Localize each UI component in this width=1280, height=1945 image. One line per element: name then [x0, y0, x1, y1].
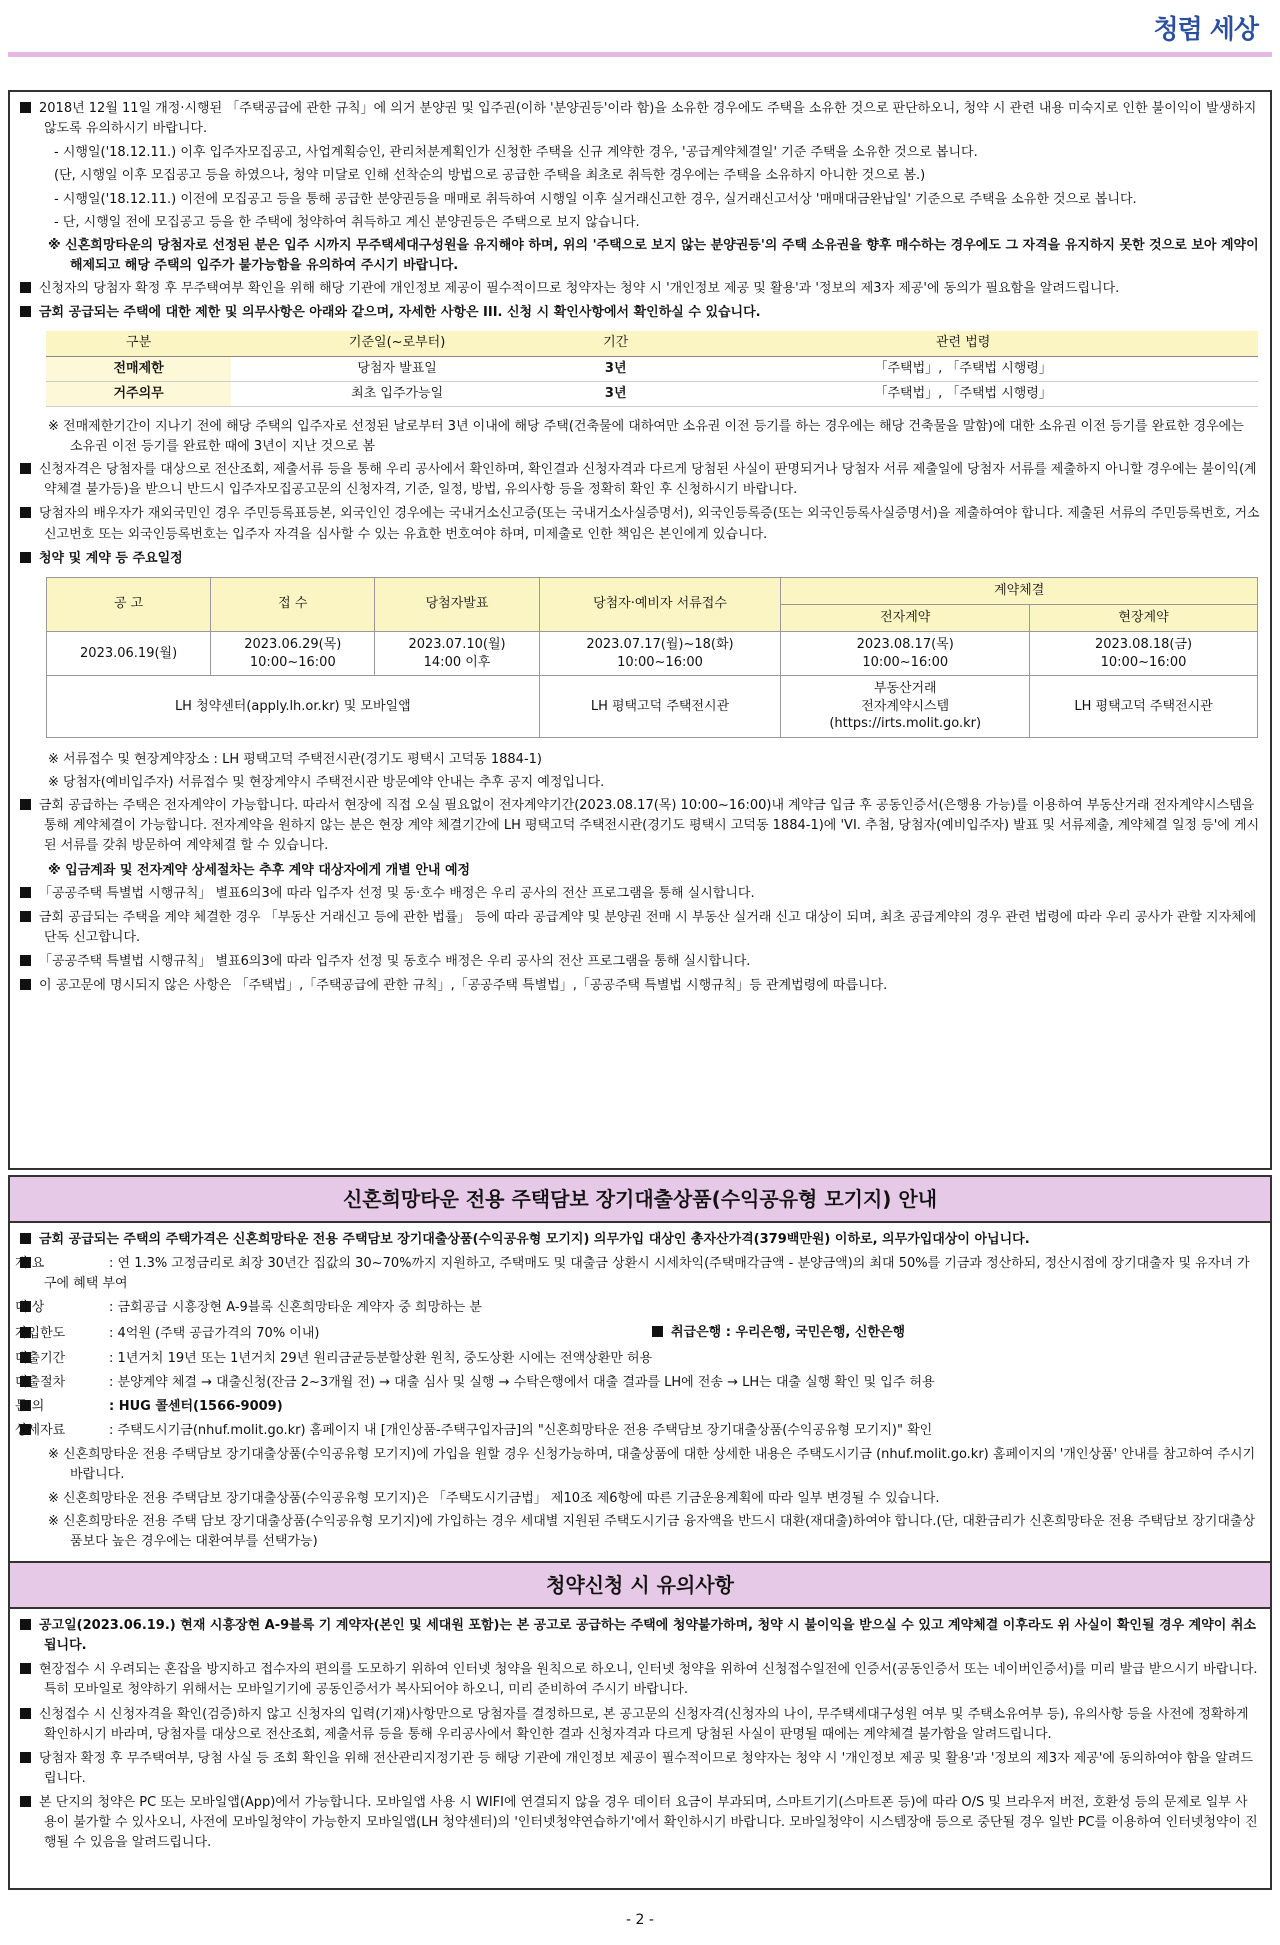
square-bullet-icon: [20, 552, 31, 563]
loan-para-1: 금회 공급되는 주택의 주택가격은 신혼희망타운 전용 주택담보 장기대출상품(수익공유형 모기지) 의무가입 대상인 총자산가격(379백만원) 이하로, 의무가입대상이 아닙니다.: [20, 1230, 1260, 1250]
square-bullet-icon: [20, 1708, 31, 1719]
loan-procedure: 대출절차 : 분양계약 체결 → 대출신청(잔금 2~3개월 전) → 대출 심사 및 실행 → 수탁은행에서 대출 결과를 LH에 전송 → LH는 대출 실행 확인 및 입주 허용: [15, 1374, 935, 1390]
notice-para-7: 금회 공급하는 주택은 전자계약이 가능합니다. 따라서 현장에 직접 오실 필요없이 전자계약기간(2023.08.17(목) 10:00~16:00)내 계약금 입금 후 공동인증서(은행용 가능)를 이용하여 부동산거래 전자계약시스템을 통해 계약체결이 가능합니다. 전자계약을 원하지 않는 분은 현장 계약 체결기간에 LH 평택고덕 주택전시관(경기도 평택시 고덕동 1884-1)에 'VI. 추첨, 당첨자(예비입주자) 발표 및 서류제출, 계약체결 일정 등'에 게시된 서류를 갖춰 방문하여 계약체결 할 수 있습니다.: [20, 796, 1260, 856]
table-header: 구분: [46, 331, 231, 356]
schedule-header: 전자계약: [781, 604, 1030, 631]
notice-para-1: 2018년 12월 11일 개정·시행된 「주택공급에 관한 규칙」에 의거 분양권 및 입주권(이하 '분양권등'이라 함)을 소유한 경우에도 주택을 소유한 것으로 판단하오니, 청약 시 관련 내용 미숙지로 인한 불이익이 발생하지 않도록 유의하시기 바랍니다.: [20, 99, 1260, 139]
notice-dash-3: - 단, 시행일 전에 모집공고 등을 한 주택에 청약하여 취득하고 계신 분양권등은 주택으로 보지 않습니다.: [54, 214, 640, 230]
notice-note-3: ※ 서류접수 및 현장계약장소 : LH 평택고덕 주택전시관(경기도 평택시 고덕동 1884-1): [48, 751, 542, 767]
square-bullet-icon: [20, 1233, 31, 1244]
logo-text: 청렴 세상: [1153, 15, 1258, 45]
page-number: - 2 -: [626, 1912, 654, 1928]
table-row: 전매제한 당첨자 발표일 3년 「주택법」, 「주택법 시행령」: [46, 356, 1258, 381]
loan-period: 대출기간 : 1년거치 19년 또는 1년거치 29년 원리금균등분할상환 원칙, 중도상환 시에는 전액상환만 허용: [15, 1350, 653, 1366]
notice-para-9: 금회 공급되는 주택을 계약 체결한 경우 「부동산 거래신고 등에 관한 법률」 등에 따라 공급계약 및 분양권 전매 시 부동산 실거래 신고 대상이 되며, 최초 공급계약의 경우 관련 법령에 따라 우리 공사가 관할 지자체에 단독 신고합니다.: [20, 908, 1260, 948]
notice-dash-2: - 시행일('18.12.11.) 이전에 모집공고 등을 통해 공급한 분양권등을 매매로 취득하여 시행일 이후 실거래신고한 경우, 실거래신고서상 '매매대금완납일' 기준으로 주택을 소유한 것으로 봅니다.: [54, 191, 1137, 207]
table-row: 거주의무 최초 입주가능일 3년 「주택법」, 「주택법 시행령」: [46, 381, 1258, 406]
caution-para-3: 신청접수 시 신청자격을 확인(검증)하지 않고 신청자의 입력(기재)사항만으로 당첨자를 결정하므로, 본 공고문의 신청자격(신청자의 나이, 무주택세대구성원 여부 및 주택소유여부 등), 유의사항 등을 사전에 정확하게 확인하시기 바라며, 당첨자를 대상으로 전산조회, 제출서류 등을 통해 우리공사에서 확인한 결과 신청자격과 다르게 당첨된 사실이 판명될 때에는 계약체결 불가함을 알려드립니다.: [20, 1705, 1260, 1745]
notice-note-2: ※ 전매제한기간이 지나기 전에 해당 주택의 입주자로 선정된 날로부터 3년 이내에 해당 주택(건축물에 대하여만 소유권 이전 등기를 하는 경우에는 해당 건축물을 말함)에 대한 소유권 이전 등기를 완료한 경우에는 소유권 이전 등기를 완료한 때에 3년이 지난 것으로 봄: [48, 418, 1244, 454]
caution-section-title: 청약신청 시 유의사항: [10, 1561, 1270, 1609]
restriction-table: [46, 331, 1258, 406]
notice-para-8: 「공공주택 특별법 시행규칙」 별표6의3에 따라 입주자 선정 및 동·호수 배정은 우리 공사의 전산 프로그램을 통해 실시합니다.: [20, 884, 1260, 904]
loan-note-3: ※ 신혼희망타운 전용 주택 담보 장기대출상품(수익공유형 모기지)에 가입하는 경우 세대별 지원된 주택도시기금 융자액을 반드시 대환(재대출)하여야 합니다.(단, 대환금리가 신혼희망타운 전용 주택담보 장기대출상품보다 높은 경우에는 대환여부를 선택가능): [48, 1513, 1256, 1549]
caution-para-4: 당첨자 확정 후 무주택여부, 당첨 사실 등 조회 확인을 위해 전산관리지정기관 등 해당 기관에 개인정보 제공이 필수적이므로 청약자는 청약 시 '개인정보 제공 및 활용'과 '정보의 제3자 제공'에 동의하여야 함을 알려드립니다.: [20, 1749, 1260, 1789]
square-bullet-icon: [20, 979, 31, 990]
caution-para-5: 본 단지의 청약은 PC 또는 모바일앱(App)에서 가능합니다. 모바일앱 사용 시 WIFI에 연결되지 않을 경우 데이터 요금이 부과되며, 스마트기기(스마트폰 등)에 따라 O/S 및 브라우저 버전, 호환성 등의 문제로 일부 사용이 불가할 수 있사오니, 사전에 모바일청약이 가능한지 모바일앱(LH 청약센터)의 '인터넷청약연습하기'에서 확인하시기 바랍니다. 모바일청약이 시스템장애 등으로 중단될 경우 일반 PC를 이용하여 인터넷청약이 진행될 수 있음을 알려드립니다.: [20, 1793, 1260, 1853]
square-bullet-icon: [20, 102, 31, 113]
notice-para-5: 당첨자의 배우자가 재외국민인 경우 주민등록표등본, 외국인인 경우에는 국내거소신고증(또는 국내거소사실증명서), 외국인등록증(또는 외국인등록사실증명서)을 제출하여야 합니다. 제출된 서류의 주민등록번호, 거소신고번호 또는 외국인등록번호는 입주자 자격을 심사할 수 있는 유효한 번호여야 하며, 미제출로 인한 책임은 본인에게 있습니다.: [20, 504, 1260, 544]
notice-note-1: ※ 신혼희망타운의 당첨자로 선정된 분은 입주 시까지 무주택세대구성원을 유지해야 하며, 위의 '주택으로 보지 않는 분양권등'의 주택 소유권을 향후 매수하는 경우에도 그 자격을 유지하지 못한 것으로 보아 계약이 해제되고 해당 주택의 입주가 불가능함을 유의하여 주시기 바랍니다.: [48, 237, 1259, 273]
table-header: 기준일(~로부터): [231, 331, 563, 356]
logo: [1153, 10, 1258, 50]
schedule-header: 공 고: [47, 577, 211, 631]
notice-note-5: ※ 입금계좌 및 전자계약 상세절차는 추후 계약 대상자에게 개별 안내 예정: [48, 862, 471, 878]
loan-limit-row: 가입한도 : 4억원 (주택 공급가격의 70% 이내) 취급은행 : 우리은행, 국민은행, 신한은행: [15, 1324, 906, 1341]
schedule-header: 접 수: [211, 577, 375, 631]
loan-section-title: 신혼희망타운 전용 주택담보 장기대출상품(수익공유형 모기지) 안내: [10, 1177, 1270, 1223]
loan-inquiry: 문 의 : HUG 콜센터(1566-9009): [15, 1398, 283, 1414]
square-bullet-icon: [20, 306, 31, 317]
notice-para-11: 이 공고문에 명시되지 않은 사항은 「주택법」,「주택공급에 관한 규칙」,「공공주택 특별법」,「공공주택 특별법 시행규칙」등 관계법령에 따릅니다.: [20, 976, 1260, 996]
notice-box: [8, 90, 1272, 1170]
loan-section: [10, 1223, 1270, 1561]
loan-note-2: ※ 신혼희망타운 전용 주택담보 장기대출상품(수익공유형 모기지)은 「주택도시기금법」 제10조 제6항에 따른 기금운용계획에 따라 일부 변경될 수 있습니다.: [48, 1490, 940, 1506]
table-header: 관련 법령: [668, 331, 1258, 356]
table-row: 2023.06.19(월) 2023.06.29(목) 10:00~16:00 2023.07.10(월) 14:00 이후 2023.07.17(월)~18(화) 10:00~16:00 2023.08.17(목) 10:00~16:00 2023.08.18(금) 10:00~16:00: [47, 632, 1258, 676]
square-bullet-icon: [20, 1752, 31, 1763]
table-row: LH 청약센터(apply.lh.or.kr) 및 모바일앱 LH 평택고덕 주택전시관 부동산거래 전자계약시스템 (https://irts.molit.go.kr) LH 평택고덕 주택전시관: [47, 676, 1258, 738]
header-divider: [8, 52, 1272, 57]
schedule-header: 계약체결: [781, 577, 1258, 604]
notice-dash-1b: (단, 시행일 이후 모집공고 등을 하였으나, 청약 미달로 인해 선착순의 방법으로 공급한 주택을 최초로 취득한 경우에는 주택을 소유하지 아니한 것으로 봄.): [54, 168, 926, 184]
schedule-header: 당첨자·예비자 서류접수: [539, 577, 781, 631]
loan-note-1: ※ 신혼희망타운 전용 주택담보 장기대출상품(수익공유형 모기지)에 가입을 원할 경우 신청가능하며, 대출상품에 대한 상세한 내용은 주택도시기금 (nhuf.molit.go.kr) 홈페이지의 '개인상품' 안내를 참고하여 주시기 바랍니다.: [48, 1447, 1256, 1483]
loan-overview: 개 요 : 연 1.3% 고정금리로 최장 30년간 집값의 30~70%까지 지원하고, 주택매도 및 대출금 상환시 시세차익(주택매각금액 - 분양금액)의 최대 50%를 기금과 정산하되, 정산시점에 장기대출자 및 유자녀 가구에 혜택 부여: [15, 1256, 1250, 1292]
schedule-table: [46, 577, 1258, 738]
notice-dash-1: - 시행일('18.12.11.) 이후 입주자모집공고, 사업계획승인, 관리처분계획인가 신청한 주택을 신규 계약한 경우, '공급계약체결일' 기준 주택을 소유한 것으로 봅니다.: [54, 145, 978, 161]
notice-para-6: 청약 및 계약 등 주요일정: [20, 549, 1260, 569]
square-bullet-icon: [20, 463, 31, 474]
loan-and-caution-box: [8, 1175, 1272, 1890]
caution-para-1: 공고일(2023.06.19.) 현재 시흥장현 A-9블록 기 계약자(본인 및 세대원 포함)는 본 공고로 공급하는 주택에 청약불가하며, 청약 시 불이익을 받으실 수 있고 계약체결 이후라도 위 사실이 확인될 경우 계약이 취소됩니다.: [20, 1616, 1260, 1656]
schedule-header: 당첨자발표: [375, 577, 539, 631]
square-bullet-icon: [20, 282, 31, 293]
notice-para-10: 「공공주택 특별법 시행규칙」 별표6의3에 따라 입주자 선정 및 동호수 배정은 우리 공사의 전산 프로그램을 통해 실시합니다.: [20, 952, 1260, 972]
notice-para-3: 금회 공급되는 주택에 대한 제한 및 의무사항은 아래와 같으며, 자세한 사항은 III. 신청 시 확인사항에서 확인하실 수 있습니다.: [20, 303, 1260, 323]
table-header: 기간: [563, 331, 668, 356]
square-bullet-icon: [652, 1326, 663, 1337]
square-bullet-icon: [20, 1619, 31, 1630]
square-bullet-icon: [20, 1796, 31, 1807]
square-bullet-icon: [20, 799, 31, 810]
square-bullet-icon: [20, 887, 31, 898]
notice-para-4: 신청자격은 당첨자를 대상으로 전산조회, 제출서류 등을 통해 우리 공사에서 확인하며, 확인결과 신청자격과 다르게 당첨된 사실이 판명되거나 당첨자 서류 제출일에 당첨자 서류를 제출하지 아니할 경우에는 불이익(계약체결 불가등)을 받으니 반드시 입주자모집공고문의 신청자격, 기준, 일정, 방법, 유의사항 등을 정확히 확인 후 신청하시기 바랍니다.: [20, 460, 1260, 500]
notice-para-2: 신청자의 당첨자 확정 후 무주택여부 확인을 위해 해당 기관에 개인정보 제공이 필수적이므로 청약자는 청약 시 '개인정보 제공 및 활용'과 '정보의 제3자 제공'에 동의가 필요함을 알려드립니다.: [20, 279, 1260, 299]
loan-target: 대 상 : 금회공급 시흥장현 A-9블록 신혼희망타운 계약자 중 희망하는 분: [15, 1300, 482, 1316]
loan-details: 상세자료 : 주택도시기금(nhuf.molit.go.kr) 홈페이지 내 [개인상품-주택구입자금]의 "신혼희망타운 전용 주택담보 장기대출상품(수익공유형 모기지)" 확인: [15, 1423, 933, 1439]
square-bullet-icon: [20, 1663, 31, 1674]
caution-section: [10, 1609, 1270, 1864]
notice-note-4: ※ 당첨자(예비입주자) 서류접수 및 현장계약시 주택전시관 방문예약 안내는 추후 공지 예정입니다.: [48, 774, 605, 790]
square-bullet-icon: [20, 955, 31, 966]
square-bullet-icon: [20, 507, 31, 518]
schedule-header: 현장계약: [1030, 604, 1258, 631]
caution-para-2: 현장접수 시 우려되는 혼잡을 방지하고 접수자의 편의를 도모하기 위하여 인터넷 청약을 원칙으로 하오니, 인터넷 청약을 위하여 신청접수일전에 인증서(공동인증서 또는 네이버인증서)를 미리 발급 받으시기 바랍니다. 특히 모바일로 청약하기 위해서는 모바일기기에 공동인증서가 복사되어야 하오니, 미리 준비하여 주시기 바랍니다.: [20, 1660, 1260, 1700]
square-bullet-icon: [20, 911, 31, 922]
